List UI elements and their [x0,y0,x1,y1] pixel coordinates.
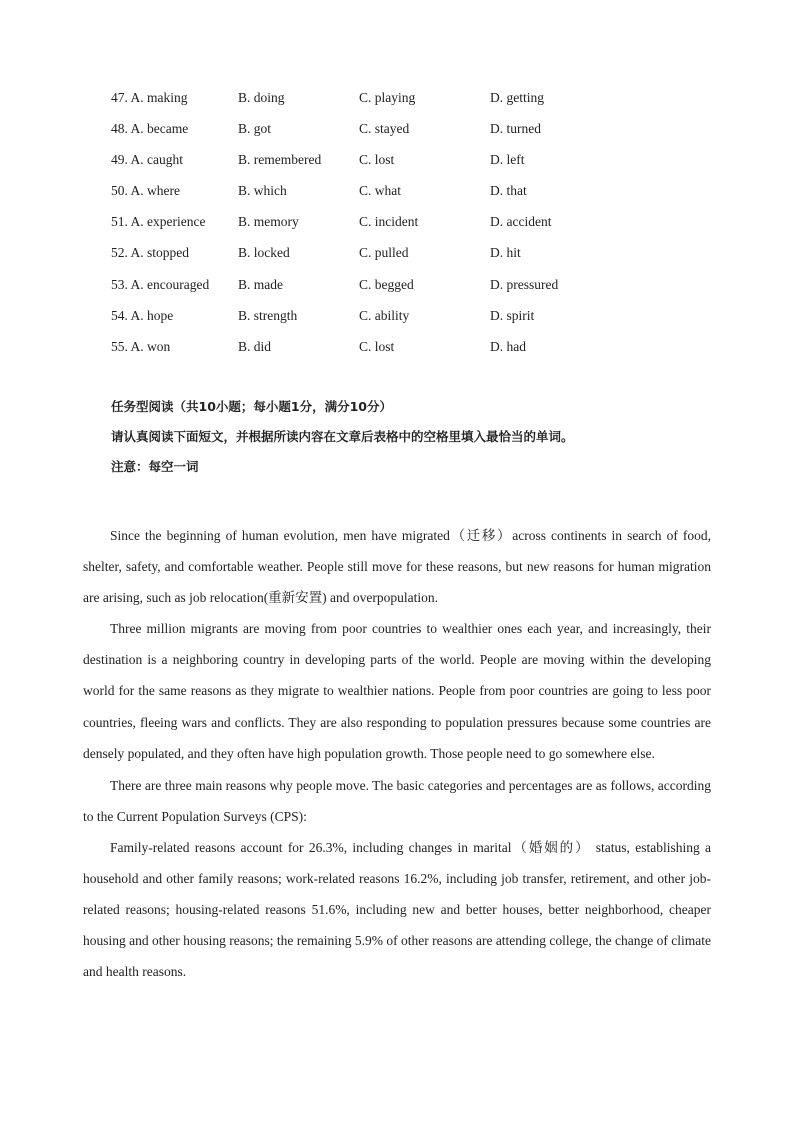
passage-paragraph-2: Three million migrants are moving from poor countries to wealthier ones each year, and increasingly, their destination is a neighboring country in developing parts of the world. People are moving within the developing world for the same reasons as they migrate to wealthier nations. People from poor countries are going to less poor countries, fleeing wars and conflicts. They are also responding to population pressures because some countries are densely populated, and they often have high population growth. Those people need to go somewhere else. [83,621,711,761]
passage-paragraph-4: Family-related reasons account for 26.3%, including changes in marital（婚姻的） status, establishing a household and other family reasons; work-related reasons 16.2%, including job transfer, retirement, and other job-related reasons; housing-related reasons 51.6%, including new and better houses, better neighborhood, cheaper housing and other housing reasons; the remaining 5.9% of other reasons are attending college, the change of climate and health reasons. [83,839,711,980]
option-d: D. turned [490,121,541,137]
option-c: C. stayed [359,121,410,137]
option-d: D. that [490,183,527,199]
option-c: C. begged [359,276,414,292]
option-c: C. what [359,183,401,199]
section-instruction: 请认真阅读下面短文，并根据所读内容在文章后表格中的空格里填入最恰当的单词。 [111,429,574,444]
option-d: D. getting [490,90,544,105]
question-row-48 [111,119,671,150]
option-b: B. did [238,338,272,354]
section-title: 任务型阅读（共10小题；每小题1分，满分10分） [111,399,392,414]
option-d: D. pressured [490,276,559,292]
option-d: D. hit [490,245,521,261]
option-a: 53. A. encouraged [111,276,210,292]
option-a: 55. A. won [111,338,171,354]
option-a: 54. A. hope [111,307,174,323]
option-c: C. playing [359,90,416,105]
option-a: 52. A. stopped [111,245,190,261]
option-d: D. spirit [490,307,535,323]
question-row-49 [111,150,671,181]
question-row-55 [111,337,671,368]
reading-passage [83,520,711,987]
option-a: 49. A. caught [111,152,183,168]
passage-paragraph-1: Since the beginning of human evolution, men have migrated（迁移）across continents in search of food, shelter, safety, and comfortable weather. People still move for these reasons, but new reasons for human migration are arising, such as job relocation(重新安置) and overpopulation. [83,528,711,606]
option-c: C. lost [359,338,395,354]
option-c: C. ability [359,307,410,323]
question-row-53 [111,275,671,306]
option-c: C. incident [359,214,419,230]
question-row-47 [111,88,671,119]
option-c: C. lost [359,152,395,168]
option-d: D. had [490,338,526,354]
option-a: 50. A. where [111,183,180,199]
option-b: B. doing [238,90,285,105]
option-b: B. memory [238,214,299,230]
option-c: C. pulled [359,245,409,261]
option-d: D. left [490,152,525,168]
question-row-50 [111,181,671,212]
answer-options-list [111,88,671,368]
option-a: 47. A. making [111,90,188,105]
option-b: B. strength [238,307,298,323]
option-b: B. made [238,276,283,292]
option-a: 48. A. became [111,121,189,137]
question-row-54 [111,306,671,337]
option-b: B. got [238,121,272,137]
option-a: 51. A. experience [111,214,206,230]
option-b: B. remembered [238,152,322,168]
option-b: B. which [238,183,287,199]
passage-paragraph-3: There are three main reasons why people move. The basic categories and percentages are as follows, according to the Current Population Surveys (CPS): [83,777,711,824]
question-row-51 [111,212,671,243]
option-b: B. locked [238,245,290,261]
section-note: 注意：每空一词 [111,459,199,474]
question-row-52 [111,243,671,274]
option-d: D. accident [490,214,552,230]
